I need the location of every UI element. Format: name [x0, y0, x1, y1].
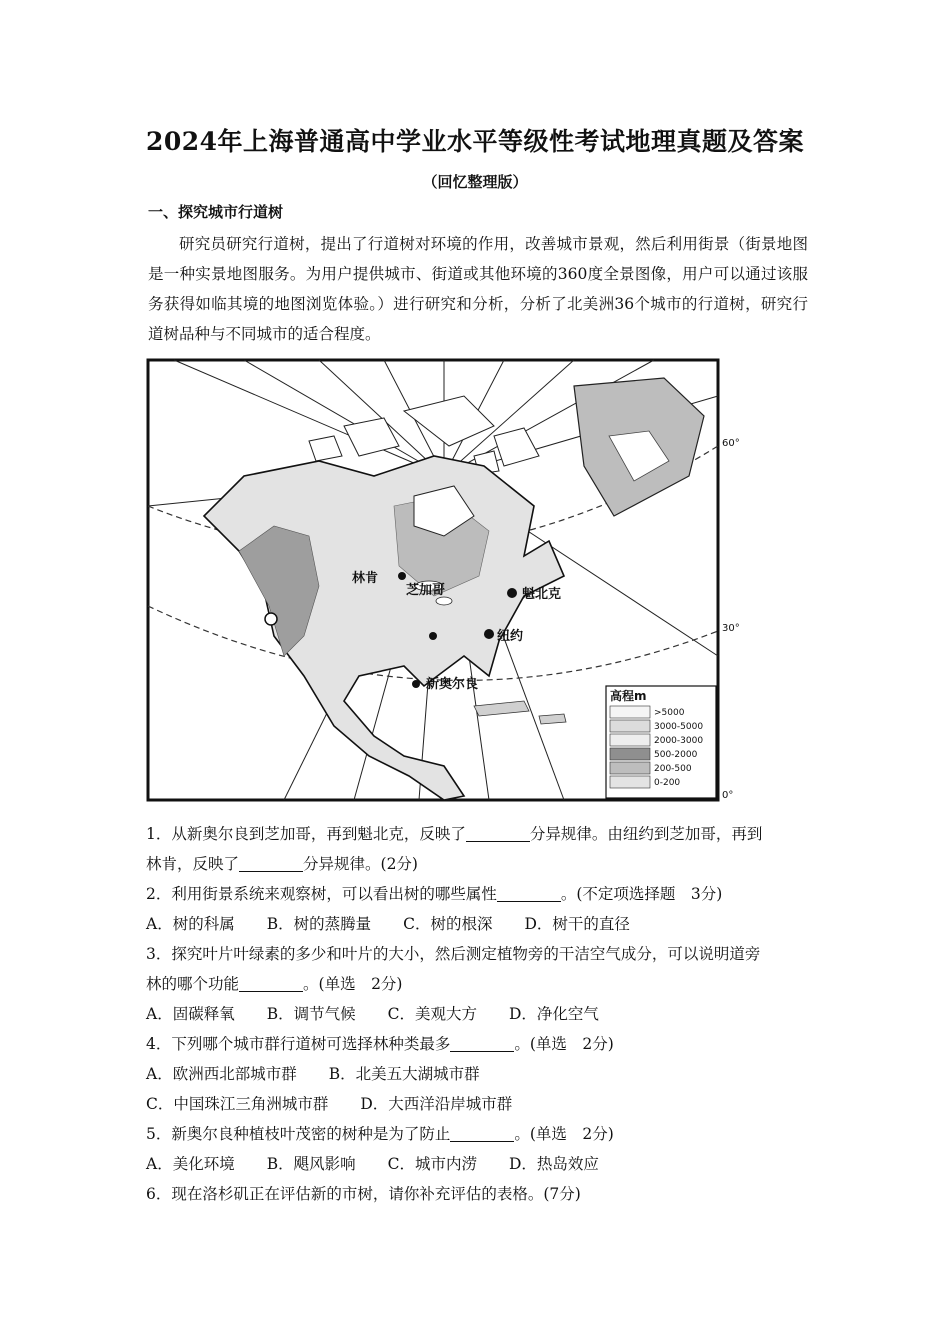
answer-blank[interactable] [239, 973, 303, 992]
option[interactable]: B．北美五大湖城市群 [328, 1065, 480, 1083]
question-1: 1．从新奥尔良到芝加哥，再到魁北克，反映了 分异规律。由纽约到芝加哥，再到 [146, 825, 763, 843]
question-3-cont: 林的哪个功能 。(单选 2分) [146, 975, 403, 993]
question-1-cont: 林肯，反映了 分异规律。(2分) [146, 855, 418, 873]
option[interactable]: A．树的科属 [146, 915, 235, 933]
question-5: 5．新奥尔良种植枝叶茂密的树种是为了防止 。(单选 2分) [146, 1125, 614, 1143]
legend-item: 3000-5000 [654, 722, 704, 732]
option[interactable]: D．大西洋沿岸城市群 [360, 1095, 513, 1113]
city-label-quebec: 魁北克 [522, 587, 562, 602]
question-2: 2．利用街景系统来观察树，可以看出树的哪些属性 。(不定项选择题 3分) [146, 885, 723, 903]
page-subtitle: （回忆整理版） [422, 173, 528, 191]
page-title: 2024年上海普通高中学业水平等级性考试地理真题及答案 [145, 127, 805, 156]
legend-item: 2000-3000 [654, 736, 704, 746]
option[interactable]: D．热岛效应 [508, 1155, 599, 1173]
intro-paragraph: 研究员研究行道树，提出了行道树对环境的作用，改善城市景观，然后利用街景（街景地图是一种实景地图服务。为用户提供城市、街道或其他环境的360度全景图像，用户可以通过该服务获得如临其境的地图浏览体验。）进行研究和分析，分析了北美洲36个城市的行道树，研究行道树品种与不同城市的适合程度。 [148, 235, 808, 343]
question-4-options-cd [146, 1089, 814, 1119]
question-3-options [146, 999, 814, 1029]
answer-blank[interactable] [497, 883, 561, 902]
section-heading: 一、探究城市行道树 [148, 203, 284, 221]
option[interactable]: C．树的根深 [403, 915, 493, 933]
legend-title: 高程m [610, 689, 647, 703]
option[interactable]: C．美观大方 [387, 1005, 477, 1023]
lat-label-30: 30° [722, 623, 740, 634]
option[interactable]: D．净化空气 [508, 1005, 599, 1023]
option[interactable]: A．固碳释氧 [146, 1005, 235, 1023]
legend-item: >5000 [654, 708, 685, 718]
option[interactable]: A．美化环境 [146, 1155, 235, 1173]
option[interactable]: B．飓风影响 [266, 1155, 356, 1173]
option[interactable]: A．欧洲西北部城市群 [146, 1065, 297, 1083]
option[interactable]: D．树干的直径 [524, 915, 630, 933]
city-label-newyork: 纽约 [497, 629, 524, 644]
legend-item: 0-200 [654, 778, 681, 788]
question-6: 6．现在洛杉矶正在评估新的市树，请你补充评估的表格。(7分) [146, 1185, 581, 1203]
question-4-options-ab [146, 1059, 814, 1089]
north-america-elevation-map [144, 356, 744, 806]
option[interactable]: B．调节气候 [266, 1005, 356, 1023]
question-4: 4．下列哪个城市群行道树可选择林种类最多 。(单选 2分) [146, 1035, 614, 1053]
legend-item: 200-500 [654, 764, 692, 774]
question-3: 3．探究叶片叶绿素的多少和叶片的大小，然后测定植物旁的干洁空气成分，可以说明道旁 [146, 945, 761, 963]
option[interactable]: C．城市内涝 [387, 1155, 477, 1173]
lat-label-60: 60° [722, 438, 740, 449]
option[interactable]: C．中国珠江三角洲城市群 [146, 1095, 329, 1113]
city-label-chicago: 芝加哥 [406, 583, 446, 598]
answer-blank[interactable] [450, 1033, 514, 1052]
option[interactable]: B．树的蒸腾量 [266, 915, 372, 933]
answer-blank[interactable] [466, 823, 530, 842]
elevation-legend [606, 686, 716, 798]
question-2-options [146, 909, 814, 939]
city-label-neworleans: 新奥尔良 [426, 677, 479, 692]
answer-blank[interactable] [239, 853, 303, 872]
lat-label-0: 0° [722, 790, 734, 801]
answer-blank[interactable] [450, 1123, 514, 1142]
question-5-options [146, 1149, 814, 1179]
legend-item: 500-2000 [654, 750, 698, 760]
city-label-lincoln: 林肯 [352, 571, 379, 586]
questions [146, 819, 814, 1209]
